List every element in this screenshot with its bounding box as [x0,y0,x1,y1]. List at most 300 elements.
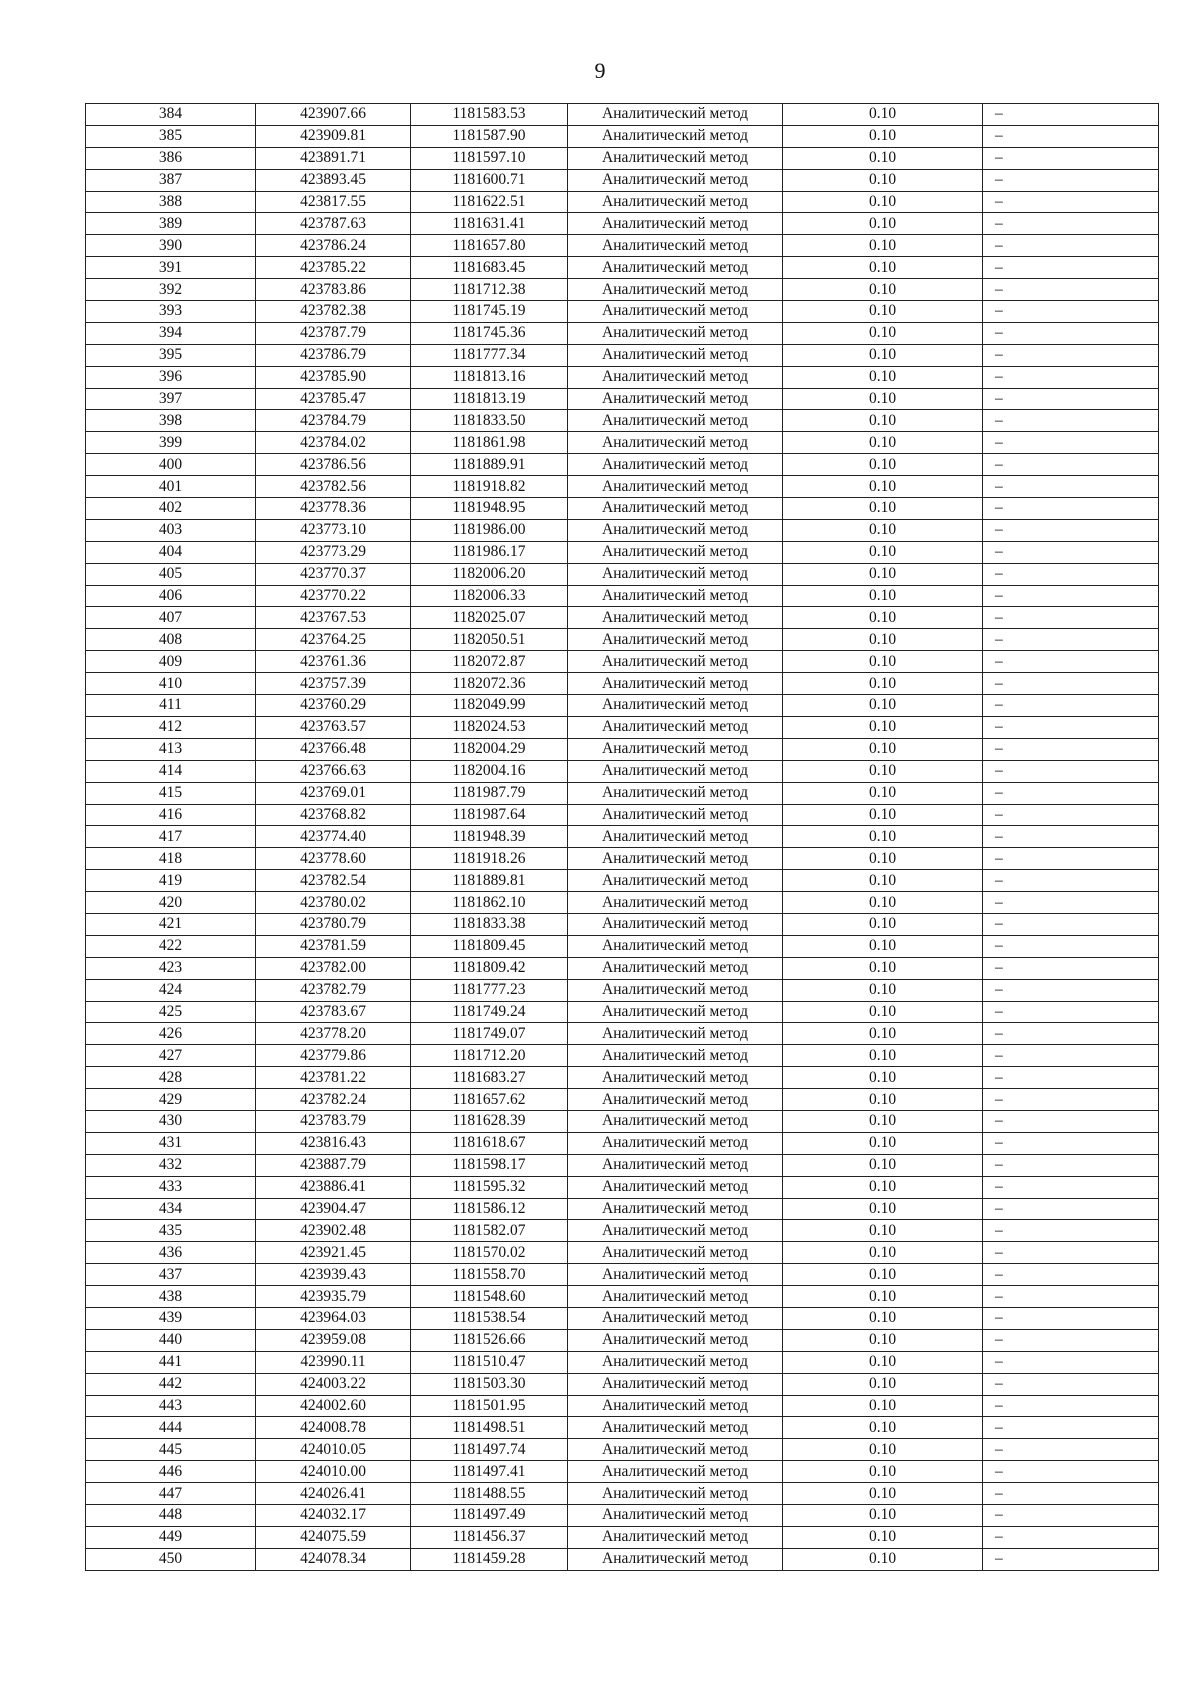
point-number-cell: 398 [86,410,256,432]
x-coordinate-cell: 423787.79 [256,322,411,344]
table-row [86,410,1159,432]
y-coordinate-cell: 1182006.33 [411,585,568,607]
method-cell: Аналитический метод [568,388,783,410]
point-number-cell: 409 [86,651,256,673]
table-row [86,892,1159,914]
y-coordinate-cell: 1181712.38 [411,279,568,301]
x-coordinate-cell: 424032.17 [256,1505,411,1527]
accuracy-cell: 0.10 [783,1045,983,1067]
table-row [86,344,1159,366]
y-coordinate-cell: 1181862.10 [411,892,568,914]
accuracy-cell: 0.10 [783,1154,983,1176]
point-number-cell: 430 [86,1110,256,1132]
table-row [86,563,1159,585]
point-number-cell: 392 [86,279,256,301]
x-coordinate-cell: 423770.37 [256,563,411,585]
note-cell: – [983,498,1159,520]
note-cell: – [983,366,1159,388]
point-number-cell: 414 [86,760,256,782]
note-cell: – [983,1307,1159,1329]
table-row [86,607,1159,629]
y-coordinate-cell: 1181587.90 [411,125,568,147]
x-coordinate-cell: 423767.53 [256,607,411,629]
note-cell: – [983,1001,1159,1023]
method-cell: Аналитический метод [568,1154,783,1176]
method-cell: Аналитический метод [568,1329,783,1351]
point-number-cell: 428 [86,1067,256,1089]
y-coordinate-cell: 1181618.67 [411,1132,568,1154]
table-row [86,1220,1159,1242]
method-cell: Аналитический метод [568,607,783,629]
method-cell: Аналитический метод [568,979,783,1001]
y-coordinate-cell: 1181459.28 [411,1548,568,1570]
note-cell: – [983,629,1159,651]
note-cell: – [983,716,1159,738]
table-row [86,673,1159,695]
method-cell: Аналитический метод [568,1526,783,1548]
note-cell: – [983,1176,1159,1198]
x-coordinate-cell: 424003.22 [256,1373,411,1395]
x-coordinate-cell: 423769.01 [256,782,411,804]
method-cell: Аналитический метод [568,147,783,169]
accuracy-cell: 0.10 [783,848,983,870]
table-row [86,1439,1159,1461]
accuracy-cell: 0.10 [783,804,983,826]
note-cell: – [983,738,1159,760]
y-coordinate-cell: 1182049.99 [411,695,568,717]
point-number-cell: 442 [86,1373,256,1395]
y-coordinate-cell: 1181657.62 [411,1089,568,1111]
method-cell: Аналитический метод [568,301,783,323]
note-cell: – [983,191,1159,213]
y-coordinate-cell: 1181488.55 [411,1483,568,1505]
note-cell: – [983,1110,1159,1132]
method-cell: Аналитический метод [568,782,783,804]
table-row [86,1329,1159,1351]
note-cell: – [983,519,1159,541]
accuracy-cell: 0.10 [783,1242,983,1264]
point-number-cell: 393 [86,301,256,323]
y-coordinate-cell: 1181833.50 [411,410,568,432]
y-coordinate-cell: 1181498.51 [411,1417,568,1439]
table-row [86,1286,1159,1308]
accuracy-cell: 0.10 [783,257,983,279]
x-coordinate-cell: 423773.29 [256,541,411,563]
table-row [86,870,1159,892]
y-coordinate-cell: 1181538.54 [411,1307,568,1329]
accuracy-cell: 0.10 [783,1439,983,1461]
accuracy-cell: 0.10 [783,1067,983,1089]
method-cell: Аналитический метод [568,410,783,432]
x-coordinate-cell: 423891.71 [256,147,411,169]
point-number-cell: 416 [86,804,256,826]
method-cell: Аналитический метод [568,1395,783,1417]
accuracy-cell: 0.10 [783,1089,983,1111]
point-number-cell: 399 [86,432,256,454]
x-coordinate-cell: 424078.34 [256,1548,411,1570]
table-row [86,125,1159,147]
point-number-cell: 440 [86,1329,256,1351]
y-coordinate-cell: 1181526.66 [411,1329,568,1351]
x-coordinate-cell: 423778.20 [256,1023,411,1045]
table-row [86,760,1159,782]
note-cell: – [983,388,1159,410]
table-row [86,191,1159,213]
method-cell: Аналитический метод [568,344,783,366]
note-cell: – [983,257,1159,279]
note-cell: – [983,826,1159,848]
x-coordinate-cell: 423909.81 [256,125,411,147]
y-coordinate-cell: 1181749.24 [411,1001,568,1023]
table-row [86,279,1159,301]
point-number-cell: 423 [86,957,256,979]
table-row [86,804,1159,826]
table-row [86,585,1159,607]
note-cell: – [983,344,1159,366]
point-number-cell: 435 [86,1220,256,1242]
note-cell: – [983,1526,1159,1548]
y-coordinate-cell: 1181889.81 [411,870,568,892]
y-coordinate-cell: 1181503.30 [411,1373,568,1395]
table-row [86,1089,1159,1111]
x-coordinate-cell: 423785.90 [256,366,411,388]
table-row [86,1264,1159,1286]
y-coordinate-cell: 1181497.74 [411,1439,568,1461]
table-row [86,738,1159,760]
x-coordinate-cell: 424002.60 [256,1395,411,1417]
x-coordinate-cell: 423921.45 [256,1242,411,1264]
table-row [86,1483,1159,1505]
y-coordinate-cell: 1181628.39 [411,1110,568,1132]
x-coordinate-cell: 423817.55 [256,191,411,213]
accuracy-cell: 0.10 [783,388,983,410]
accuracy-cell: 0.10 [783,629,983,651]
note-cell: – [983,1220,1159,1242]
method-cell: Аналитический метод [568,673,783,695]
x-coordinate-cell: 423757.39 [256,673,411,695]
point-number-cell: 397 [86,388,256,410]
note-cell: – [983,1264,1159,1286]
method-cell: Аналитический метод [568,1023,783,1045]
method-cell: Аналитический метод [568,257,783,279]
method-cell: Аналитический метод [568,125,783,147]
point-number-cell: 408 [86,629,256,651]
note-cell: – [983,1132,1159,1154]
table-row [86,498,1159,520]
accuracy-cell: 0.10 [783,344,983,366]
table-row [86,1417,1159,1439]
note-cell: – [983,782,1159,804]
accuracy-cell: 0.10 [783,913,983,935]
point-number-cell: 431 [86,1132,256,1154]
point-number-cell: 407 [86,607,256,629]
x-coordinate-cell: 423935.79 [256,1286,411,1308]
point-number-cell: 386 [86,147,256,169]
y-coordinate-cell: 1181548.60 [411,1286,568,1308]
y-coordinate-cell: 1181657.80 [411,235,568,257]
note-cell: – [983,1154,1159,1176]
point-number-cell: 426 [86,1023,256,1045]
x-coordinate-cell: 423816.43 [256,1132,411,1154]
method-cell: Аналитический метод [568,1176,783,1198]
x-coordinate-cell: 423784.02 [256,432,411,454]
table-row [86,1373,1159,1395]
note-cell: – [983,1461,1159,1483]
table-row [86,651,1159,673]
x-coordinate-cell: 423782.00 [256,957,411,979]
note-cell: – [983,913,1159,935]
y-coordinate-cell: 1181497.41 [411,1461,568,1483]
y-coordinate-cell: 1181501.95 [411,1395,568,1417]
accuracy-cell: 0.10 [783,1001,983,1023]
accuracy-cell: 0.10 [783,235,983,257]
accuracy-cell: 0.10 [783,585,983,607]
y-coordinate-cell: 1181833.38 [411,913,568,935]
note-cell: – [983,476,1159,498]
y-coordinate-cell: 1182004.29 [411,738,568,760]
note-cell: – [983,104,1159,126]
y-coordinate-cell: 1181456.37 [411,1526,568,1548]
method-cell: Аналитический метод [568,716,783,738]
note-cell: – [983,1286,1159,1308]
y-coordinate-cell: 1182050.51 [411,629,568,651]
method-cell: Аналитический метод [568,279,783,301]
y-coordinate-cell: 1182072.87 [411,651,568,673]
accuracy-cell: 0.10 [783,213,983,235]
y-coordinate-cell: 1181809.45 [411,935,568,957]
point-number-cell: 425 [86,1001,256,1023]
table-row [86,935,1159,957]
note-cell: – [983,169,1159,191]
accuracy-cell: 0.10 [783,673,983,695]
x-coordinate-cell: 423784.79 [256,410,411,432]
method-cell: Аналитический метод [568,870,783,892]
point-number-cell: 413 [86,738,256,760]
accuracy-cell: 0.10 [783,563,983,585]
note-cell: – [983,279,1159,301]
accuracy-cell: 0.10 [783,1483,983,1505]
accuracy-cell: 0.10 [783,1264,983,1286]
note-cell: – [983,892,1159,914]
y-coordinate-cell: 1182072.36 [411,673,568,695]
point-number-cell: 424 [86,979,256,1001]
y-coordinate-cell: 1181813.16 [411,366,568,388]
note-cell: – [983,651,1159,673]
point-number-cell: 437 [86,1264,256,1286]
accuracy-cell: 0.10 [783,892,983,914]
note-cell: – [983,1483,1159,1505]
method-cell: Аналитический метод [568,1351,783,1373]
table-row [86,519,1159,541]
method-cell: Аналитический метод [568,848,783,870]
accuracy-cell: 0.10 [783,169,983,191]
point-number-cell: 434 [86,1198,256,1220]
table-row [86,913,1159,935]
method-cell: Аналитический метод [568,1439,783,1461]
method-cell: Аналитический метод [568,1242,783,1264]
table-row [86,322,1159,344]
point-number-cell: 384 [86,104,256,126]
y-coordinate-cell: 1181597.10 [411,147,568,169]
table-row [86,213,1159,235]
note-cell: – [983,410,1159,432]
x-coordinate-cell: 423782.54 [256,870,411,892]
y-coordinate-cell: 1182006.20 [411,563,568,585]
point-number-cell: 400 [86,454,256,476]
method-cell: Аналитический метод [568,738,783,760]
note-cell: – [983,870,1159,892]
point-number-cell: 439 [86,1307,256,1329]
method-cell: Аналитический метод [568,1483,783,1505]
point-number-cell: 419 [86,870,256,892]
table-row [86,1307,1159,1329]
accuracy-cell: 0.10 [783,979,983,1001]
x-coordinate-cell: 423781.22 [256,1067,411,1089]
accuracy-cell: 0.10 [783,279,983,301]
point-number-cell: 450 [86,1548,256,1570]
note-cell: – [983,541,1159,563]
point-number-cell: 406 [86,585,256,607]
point-number-cell: 444 [86,1417,256,1439]
y-coordinate-cell: 1181622.51 [411,191,568,213]
accuracy-cell: 0.10 [783,519,983,541]
x-coordinate-cell: 423780.79 [256,913,411,935]
method-cell: Аналитический метод [568,1045,783,1067]
y-coordinate-cell: 1181987.64 [411,804,568,826]
point-number-cell: 443 [86,1395,256,1417]
x-coordinate-cell: 423768.82 [256,804,411,826]
table-row [86,1351,1159,1373]
method-cell: Аналитический метод [568,1198,783,1220]
x-coordinate-cell: 423887.79 [256,1154,411,1176]
point-number-cell: 391 [86,257,256,279]
method-cell: Аналитический метод [568,541,783,563]
point-number-cell: 411 [86,695,256,717]
method-cell: Аналитический метод [568,498,783,520]
y-coordinate-cell: 1181683.27 [411,1067,568,1089]
method-cell: Аналитический метод [568,1220,783,1242]
note-cell: – [983,848,1159,870]
point-number-cell: 438 [86,1286,256,1308]
accuracy-cell: 0.10 [783,301,983,323]
point-number-cell: 445 [86,1439,256,1461]
table-row [86,1176,1159,1198]
point-number-cell: 432 [86,1154,256,1176]
x-coordinate-cell: 423779.86 [256,1045,411,1067]
y-coordinate-cell: 1181631.41 [411,213,568,235]
x-coordinate-cell: 423904.47 [256,1198,411,1220]
accuracy-cell: 0.10 [783,1526,983,1548]
accuracy-cell: 0.10 [783,432,983,454]
method-cell: Аналитический метод [568,191,783,213]
point-number-cell: 385 [86,125,256,147]
y-coordinate-cell: 1181570.02 [411,1242,568,1264]
point-number-cell: 447 [86,1483,256,1505]
point-number-cell: 449 [86,1526,256,1548]
note-cell: – [983,695,1159,717]
y-coordinate-cell: 1181777.34 [411,344,568,366]
note-cell: – [983,1548,1159,1570]
table-row [86,1132,1159,1154]
accuracy-cell: 0.10 [783,695,983,717]
y-coordinate-cell: 1182024.53 [411,716,568,738]
point-number-cell: 448 [86,1505,256,1527]
method-cell: Аналитический метод [568,1505,783,1527]
point-number-cell: 433 [86,1176,256,1198]
method-cell: Аналитический метод [568,454,783,476]
x-coordinate-cell: 423761.36 [256,651,411,673]
x-coordinate-cell: 423786.24 [256,235,411,257]
accuracy-cell: 0.10 [783,191,983,213]
note-cell: – [983,1045,1159,1067]
note-cell: – [983,301,1159,323]
y-coordinate-cell: 1181948.39 [411,826,568,848]
note-cell: – [983,760,1159,782]
y-coordinate-cell: 1181749.07 [411,1023,568,1045]
accuracy-cell: 0.10 [783,870,983,892]
accuracy-cell: 0.10 [783,935,983,957]
x-coordinate-cell: 423766.63 [256,760,411,782]
method-cell: Аналитический метод [568,1548,783,1570]
x-coordinate-cell: 423902.48 [256,1220,411,1242]
x-coordinate-cell: 423763.57 [256,716,411,738]
accuracy-cell: 0.10 [783,498,983,520]
x-coordinate-cell: 423782.24 [256,1089,411,1111]
accuracy-cell: 0.10 [783,541,983,563]
x-coordinate-cell: 423964.03 [256,1307,411,1329]
accuracy-cell: 0.10 [783,1220,983,1242]
table-row [86,235,1159,257]
method-cell: Аналитический метод [568,213,783,235]
table-row [86,1242,1159,1264]
table-row [86,301,1159,323]
note-cell: – [983,1198,1159,1220]
y-coordinate-cell: 1181712.20 [411,1045,568,1067]
y-coordinate-cell: 1182025.07 [411,607,568,629]
x-coordinate-cell: 424026.41 [256,1483,411,1505]
accuracy-cell: 0.10 [783,1395,983,1417]
table-row [86,541,1159,563]
accuracy-cell: 0.10 [783,147,983,169]
accuracy-cell: 0.10 [783,1351,983,1373]
accuracy-cell: 0.10 [783,476,983,498]
accuracy-cell: 0.10 [783,322,983,344]
accuracy-cell: 0.10 [783,957,983,979]
table-row [86,1198,1159,1220]
x-coordinate-cell: 423781.59 [256,935,411,957]
accuracy-cell: 0.10 [783,1329,983,1351]
x-coordinate-cell: 423786.56 [256,454,411,476]
point-number-cell: 388 [86,191,256,213]
y-coordinate-cell: 1181586.12 [411,1198,568,1220]
method-cell: Аналитический метод [568,1417,783,1439]
x-coordinate-cell: 423778.60 [256,848,411,870]
point-number-cell: 405 [86,563,256,585]
y-coordinate-cell: 1181595.32 [411,1176,568,1198]
y-coordinate-cell: 1181777.23 [411,979,568,1001]
method-cell: Аналитический метод [568,804,783,826]
note-cell: – [983,1505,1159,1527]
point-number-cell: 422 [86,935,256,957]
note-cell: – [983,1023,1159,1045]
method-cell: Аналитический метод [568,826,783,848]
note-cell: – [983,957,1159,979]
x-coordinate-cell: 423785.22 [256,257,411,279]
method-cell: Аналитический метод [568,695,783,717]
table-row [86,1045,1159,1067]
table-row [86,432,1159,454]
point-number-cell: 390 [86,235,256,257]
